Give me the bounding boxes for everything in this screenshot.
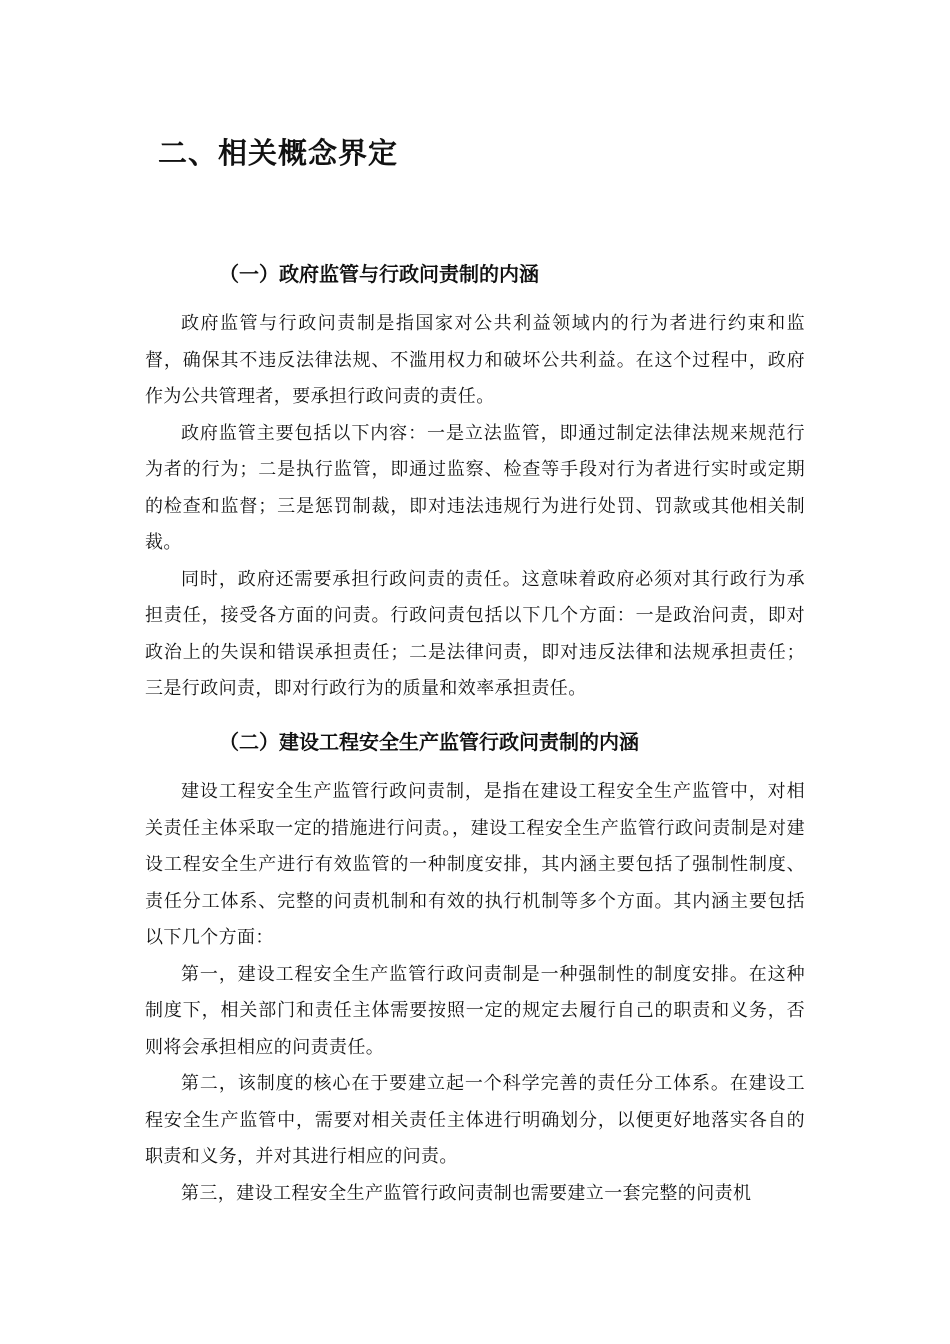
section-heading: （一）政府监管与行政问责制的内涵 — [219, 262, 539, 286]
section-heading: （二）建设工程安全生产监管行政问责制的内涵 — [219, 730, 639, 754]
section-body — [145, 306, 805, 708]
paragraph: 第一，建设工程安全生产监管行政问责制是一种强制性的制度安排。在这种制度下，相关部门和责任主体需要按照一定的规定去履行自己的职责和义务，否则将会承担相应的问责责任。 — [145, 963, 805, 1058]
paragraph: 第三，建设工程安全生产监管行政问责制也需要建立一套完整的问责机 — [181, 1182, 752, 1204]
section-body — [145, 774, 805, 1212]
paragraph: 同时，政府还需要承担行政问责的责任。这意味着政府必须对其行政行为承担责任，接受各方面的问责。行政问责包括以下几个方面：一是政治问责，即对政治上的失误和错误承担责任；二是法律问责，即对违反法律和法规承担责任；三是行政问责，即对行政行为的质量和效率承担责任。 — [145, 568, 805, 699]
paragraph: 政府监管主要包括以下内容：一是立法监管，即通过制定法律法规来规范行为者的行为；二是执行监管，即通过监察、检查等手段对行为者进行实时或定期的检查和监督；三是惩罚制裁，即对违法违规行为进行处罚、罚款或其他相关制裁。 — [145, 422, 805, 553]
chapter-title: 二、相关概念界定 — [158, 136, 399, 170]
paragraph: 建设工程安全生产监管行政问责制，是指在建设工程安全生产监管中，对相关责任主体采取一定的措施进行问责。，建设工程安全生产监管行政问责制是对建设工程安全生产进行有效监管的一种制度安排，其内涵主要包括了强制性制度、责任分工体系、完整的问责机制和有效的执行机制等多个方面。其内涵主要包括以下几个方面： — [145, 781, 805, 948]
paragraph: 第二，该制度的核心在于要建立起一个科学完善的责任分工体系。在建设工程安全生产监管中，需要对相关责任主体进行明确划分，以便更好地落实各自的职责和义务，并对其进行相应的问责。 — [145, 1073, 805, 1167]
paragraph: 政府监管与行政问责制是指国家对公共利益领域内的行为者进行约束和监督，确保其不违反法律法规、不滥用权力和破坏公共利益。在这个过程中，政府作为公共管理者，要承担行政问责的责任。 — [145, 313, 805, 407]
